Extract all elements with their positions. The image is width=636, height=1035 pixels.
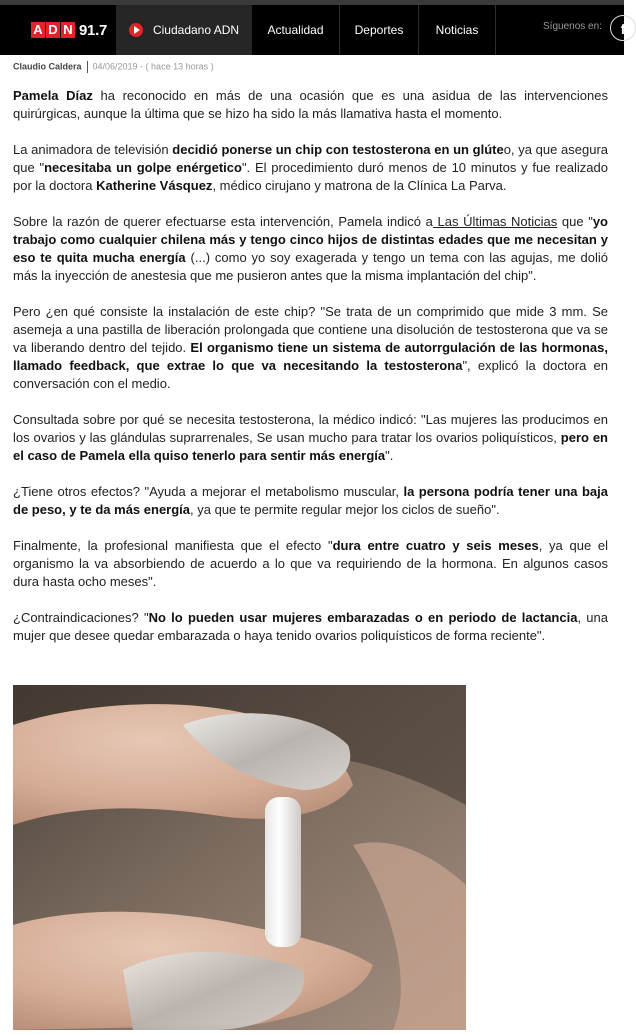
text: ". bbox=[385, 448, 394, 463]
text: Finalmente, la profesional manifiesta que el efecto " bbox=[13, 538, 333, 553]
text: que " bbox=[557, 214, 593, 229]
text: ¿Contraindicaciones? " bbox=[13, 610, 149, 625]
nav-noticias[interactable] bbox=[419, 5, 495, 55]
paragraph-7 bbox=[13, 537, 608, 591]
text: Sobre la razón de querer efectuarse esta intervención, Pamela indicó a bbox=[13, 214, 433, 229]
text: (...) como yo soy exagerada y tengo un tema con las agujas, me dolió más la inyección de anestesia que me pusieron antes que la misma implantación del chip". bbox=[13, 250, 608, 283]
publish-date: 04/06/2019 - ( hace 13 horas ) bbox=[92, 61, 214, 72]
text: Consultada sobre por qué se necesita testosterona, la médico indicó: "Las mujeres las producimos en los ovarios y las glándulas suprarrenales, Se usan mucho para tratar los ovarios poliquísticos, bbox=[13, 412, 608, 445]
nav-noticias-label: Noticias bbox=[435, 23, 479, 37]
logo-letter-d: D bbox=[46, 22, 60, 38]
author-name[interactable]: Claudio Caldera bbox=[13, 61, 82, 72]
text: ¿Tiene otros efectos? "Ayuda a mejorar el metabolismo muscular, bbox=[13, 484, 404, 499]
paragraph-6 bbox=[13, 483, 608, 519]
bold-text: necesitaba un golpe enérgetico bbox=[44, 160, 242, 175]
text: ", explicó la doctora en conversación con el medio. bbox=[13, 358, 608, 391]
article-byline bbox=[13, 61, 214, 73]
text: o, ya que asegura que " bbox=[13, 142, 608, 175]
text: Pero ¿en qué consiste la instalación de este chip? "Se trata de un comprimido que mide 3 mm. Se asemeja a una pastilla de liberación prolongada que contiene una disolución de testosterona que va se va liberando dentro del tejido. bbox=[13, 304, 608, 355]
logo-letter-n: N bbox=[61, 22, 75, 38]
nav-deportes[interactable] bbox=[340, 5, 418, 55]
bold-text: decidió ponerse un chip con testosterona en un glúte bbox=[172, 142, 504, 157]
text: , médico cirujano y matrona de la Clínica La Parva. bbox=[212, 178, 507, 193]
nav-actualidad[interactable] bbox=[252, 5, 339, 55]
text: La animadora de televisión bbox=[13, 142, 173, 157]
adn-logo[interactable] bbox=[31, 21, 107, 39]
article-body bbox=[13, 87, 608, 663]
bold-text: yo trabajo como cualquier chilena más y tengo cinco hijos de distintas edades que me necesitan y eso te quita mucha energía bbox=[13, 214, 608, 265]
bold-text: El organismo tiene un sistema de autorrgulación de las hormonas, llamado feedback, que extrae lo que va necesitando la testosterona bbox=[13, 340, 608, 373]
follow-label: Síguenos en: bbox=[543, 21, 602, 32]
bold-text: dura entre cuatro y seis meses bbox=[332, 538, 539, 553]
nav-divider bbox=[495, 5, 496, 55]
article-photo bbox=[13, 685, 466, 1030]
las-ultimas-noticias-link[interactable]: Las Últimas Noticias bbox=[432, 214, 558, 229]
chip-implant-photo bbox=[13, 685, 466, 1030]
paragraph-4 bbox=[13, 303, 608, 393]
paragraph-2 bbox=[13, 141, 608, 195]
logo-frequency: 91.7 bbox=[79, 21, 107, 39]
logo-letter-a: A bbox=[31, 22, 45, 38]
paragraph-5 bbox=[13, 411, 608, 465]
text: , ya que te permite regular mejor los ciclos de sueño". bbox=[190, 502, 500, 517]
bold-text: No lo pueden usar mujeres embarazadas o en periodo de lactancia bbox=[148, 610, 578, 625]
nav-ciudadano-adn[interactable] bbox=[116, 5, 252, 55]
paragraph-8 bbox=[13, 609, 608, 645]
text: ha reconocido en más de una ocasión que es una asidua de las intervenciones quirúrgicas, aunque la última que se hizo ha sido la más llamativa hasta el momento. bbox=[13, 88, 608, 121]
bold-text: Pamela Díaz bbox=[13, 88, 93, 103]
paragraph-3 bbox=[13, 213, 608, 285]
nav-deportes-label: Deportes bbox=[354, 23, 404, 37]
top-navigation-bar bbox=[0, 0, 624, 55]
facebook-icon[interactable]: f bbox=[610, 15, 636, 41]
nav-ciudadano-label: Ciudadano ADN bbox=[152, 23, 240, 37]
bold-text: pero en el caso de Pamela ella quiso tenerlo para sentir más energía bbox=[13, 430, 608, 463]
paragraph-1 bbox=[13, 87, 608, 123]
byline-separator bbox=[87, 61, 88, 73]
text: , ya que el organismo la va absorbiendo de acuerdo a lo que va requiriendo de la hormona. En algunos casos dura hasta ocho meses". bbox=[13, 538, 608, 589]
bold-text: la persona podría tener una baja de peso, y te da más energía bbox=[13, 484, 608, 517]
play-icon bbox=[129, 23, 143, 37]
text: ". El procedimiento duró menos de 10 minutos y fue realizado por la doctora bbox=[13, 160, 608, 193]
nav-actualidad-label: Actualidad bbox=[267, 23, 324, 37]
bold-text: Katherine Vásquez bbox=[96, 178, 213, 193]
text: , una mujer que desee quedar embarazada o haya tenido ovarios poliquísticos de forma reciente". bbox=[13, 610, 608, 643]
